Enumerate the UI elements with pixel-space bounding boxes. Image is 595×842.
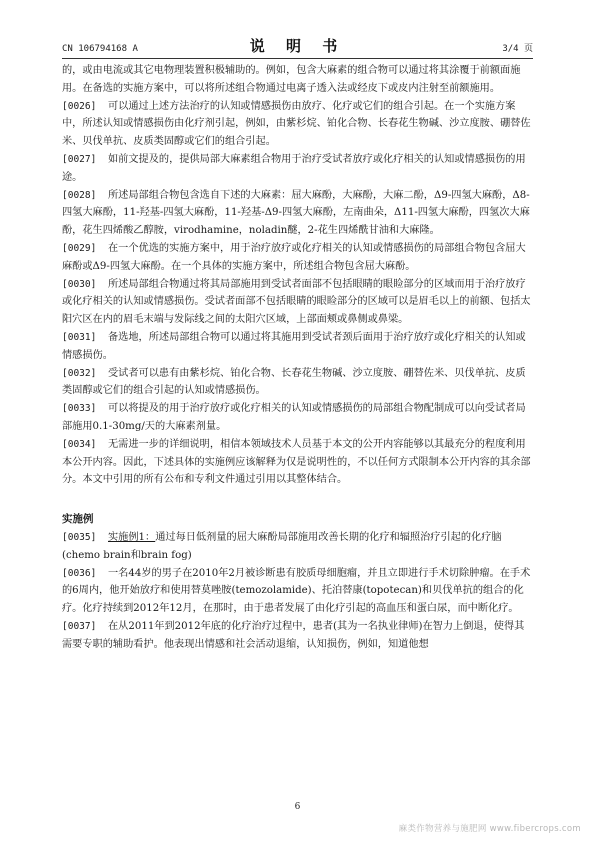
paragraph-number: [0026] (62, 100, 97, 112)
paragraph-text: 通过每日低剂量的屈大麻酚局部施用改善长期的化疗和辐照治疗引起的化疗脑(chemo brain和brain fog) (62, 531, 502, 561)
example-label: 实施例1： (108, 531, 156, 543)
paragraph-text: 备选地，所述局部组合物可以通过将其施用到受试者颈后面用于治疗放疗或化疗相关的认知或情感损伤。 (62, 331, 526, 361)
paragraph-number: [0030] (62, 278, 97, 290)
section-heading-examples: 实施例 (62, 513, 94, 526)
paragraph-0035 (62, 529, 532, 565)
paragraph-number: [0033] (62, 403, 97, 415)
paragraph-text: 可以将提及的用于治疗放疗或化疗相关的认知或情感损伤的局部组合物配制成可以向受试者局部施用0.1-30mg/天的大麻素剂量。 (62, 403, 526, 432)
document-body (62, 62, 532, 654)
paragraph-text: 可以通过上述方法治疗的认知或情感损伤由放疗、化疗或它们的组合引起。在一个实施方案中，所述认知或情感损伤由化疗剂引起，例如，由紫杉烷、铂化合物、长春花生物碱、沙立度胺、硼替佐米、贝伐单抗、皮质类固醇或它们的组合引起。 (62, 100, 531, 148)
paragraph-0037 (62, 618, 532, 654)
page-number: 6 (294, 802, 301, 812)
paragraph-text: 无需进一步的详细说明，相信本领域技术人员基于本文的公开内容能够以其最充分的程度利用本公开内容。因此，下述具体的实施例应该解释为仅是说明性的，不以任何方式限制本公开内容的其余部分。本文中引用的所有公布和专利文件通过引用以其整体结合。 (62, 438, 531, 486)
paragraph-0030 (62, 276, 532, 329)
paragraph-number: [0027] (62, 153, 97, 165)
paragraph-0026 (62, 98, 532, 151)
page-header (62, 30, 533, 59)
paragraph-number: [0029] (62, 242, 97, 254)
paragraph-number: [0031] (62, 331, 97, 343)
paragraph-text: 在一个优选的实施方案中，用于治疗放疗或化疗相关的认知或情感损伤的局部组合物包含屈大麻酚或Δ9-四氢大麻酚。在一个具体的实施方案中，所述组合物包含屈大麻酚。 (62, 242, 526, 272)
paragraph-number: [0032] (62, 367, 97, 379)
paragraph-number: [0036] (62, 567, 97, 579)
watermark: 麻类作物营养与施肥网 www.fibercrops.com (398, 824, 581, 834)
paragraph-0029 (62, 240, 532, 276)
paragraph-number: [0035] (62, 531, 97, 543)
paragraph-text: 一名44岁的男子在2010年2月被诊断患有胶质母细胞瘤，并且立即进行手术切除肿瘤。在手术的6周内，他开始放疗和使用替莫唑胺(temozolamide)、托泊替康(topotecan)和贝伐单抗的组合的化疗。化疗持续到2012年12月，在那时，由于患者发展了由化疗引起的高血压和蛋白尿，而中断化疗。 (62, 567, 531, 615)
document-title: 说 明 书 (249, 37, 346, 55)
publication-number: CN 106794168 A (62, 44, 138, 54)
paragraph-0034 (62, 436, 532, 489)
paragraph-text: 如前文提及的，提供局部大麻素组合物用于治疗受试者放疗或化疗相关的认知或情感损伤的用途。 (62, 153, 526, 183)
paragraph-number: [0037] (62, 620, 97, 632)
paragraph-0031 (62, 329, 532, 365)
paragraph-0032 (62, 365, 532, 401)
paragraph-text: 所述局部组合物包含选自下述的大麻素：屈大麻酚，大麻酚，大麻二酚，Δ9-四氢大麻酚，Δ8-四氢大麻酚，11-羟基-四氢大麻酚，11-羟基-Δ9-四氢大麻酚，左南曲朵，Δ11-四氢大麻酚，四氢次大麻酚，花生四烯酸乙醇胺，virodhamine，noladin醚，2-花生四烯酰甘油和大麻隆。 (62, 189, 530, 237)
intro-continuation: 的，或由电流或其它电物理装置积极辅助的。例如，包含大麻素的组合物可以通过将其涂覆于前额面施用。在备选的实施方案中，可以将所述组合物通过电离子透入法或经皮下或皮内注射至前额施用。 (62, 65, 521, 94)
paragraph-0027 (62, 151, 532, 187)
paragraph-text: 受试者可以患有由紫杉烷、铂化合物、长春花生物碱、沙立度胺、硼替佐米、贝伐单抗、皮质类固醇或它们的组合引起的认知或情感损伤。 (62, 367, 526, 397)
paragraph-text: 所述局部组合物通过将其局部施用到受试者面部不包括眼睛的眼睑部分的区域而用于治疗放疗或化疗相关的认知或情感损伤。受试者面部不包括眼睛的眼睑部分的区域可以是眉毛以上的前额、包括太阳穴区在内的眉毛末端与发际线之间的太阳穴区域，上部面颊或鼻侧或鼻梁。 (62, 278, 531, 326)
paragraph-number: [0028] (62, 189, 97, 201)
page-info: 3/4 页 (502, 44, 533, 54)
paragraph-0036 (62, 565, 532, 618)
paragraph-number: [0034] (62, 438, 97, 450)
paragraph-text: 在从2011年到2012年底的化疗治疗过程中，患者(其为一名执业律师)在智力上倒退，使得其需要专职的辅助看护。他表现出情感和社会活动退缩，认知损伤，例如，知道他想 (62, 620, 525, 650)
paragraph-0028 (62, 187, 532, 240)
paragraph-0033 (62, 400, 532, 436)
